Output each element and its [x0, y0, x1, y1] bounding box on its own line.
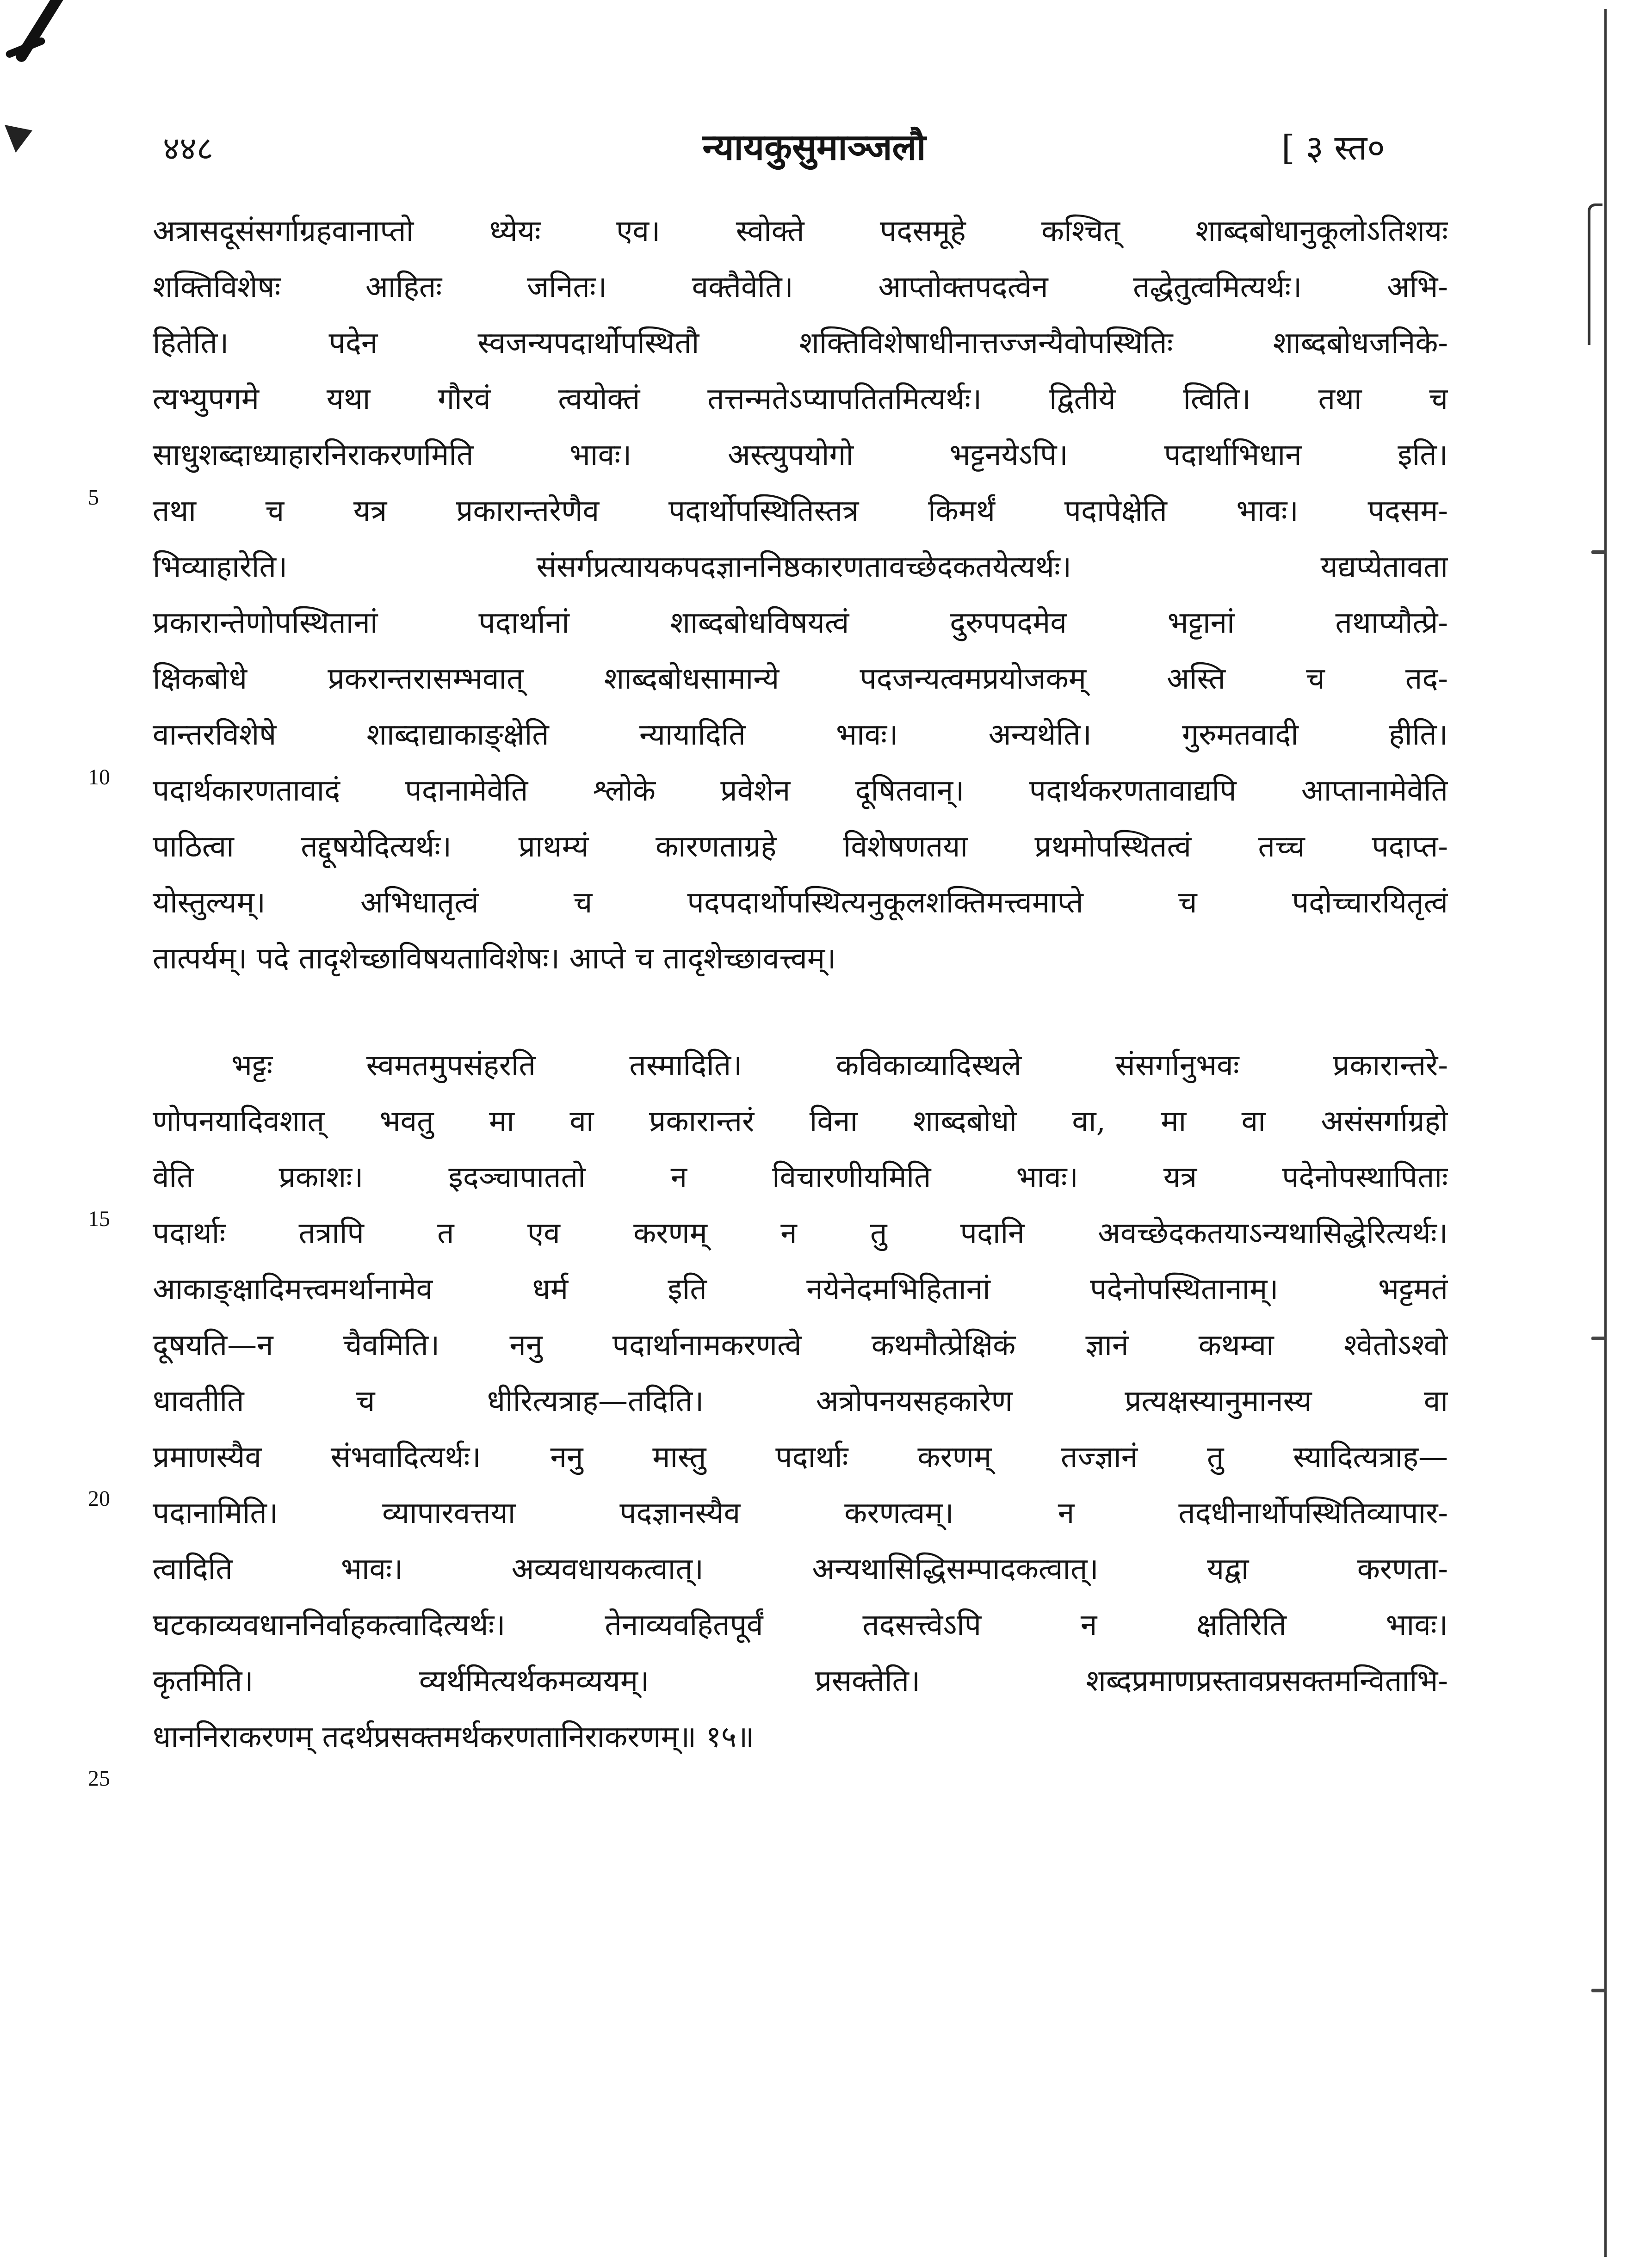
line-number: 25 — [88, 1766, 110, 1791]
line-number: 20 — [88, 1486, 110, 1511]
text-line: योस्तुल्यम्। अभिधातृत्वं च पदपदार्थोपस्थित्यनुकूलशक्तिमत्त्वमाप्ते च पदोच्चारयितृत्वं — [153, 886, 1448, 920]
running-header — [0, 121, 1627, 172]
text-line: घटकाव्यवधाननिर्वाहकत्वादित्यर्थः। तेनाव्यवहितपूर्वं तदसत्त्वेऽपि न क्षतिरिति भावः। — [153, 1608, 1448, 1642]
section-marker: [ ३ स्त० — [1281, 128, 1385, 168]
margin-bracket-mark — [1588, 203, 1602, 345]
text-line: धाननिराकरणम् तदर्थप्रसक्तमर्थकरणतानिराकरणम्॥ १५॥ — [153, 1720, 755, 1754]
text-line: पदार्थकारणतावादं पदानामेवेति श्लोके प्रवेशेन दूषितवान्। पदार्थकरणतावाद्यपि आप्तानामेवेति — [153, 774, 1448, 808]
text-line: प्रकारान्तेणोपस्थितानां पदार्थानां शाब्दबोधविषयत्वं दुरुपपदमेव भट्टानां तथाप्यौत्प्रे- — [153, 606, 1448, 640]
text-line: धावतीति च धीरित्यत्राह—तदिति। अत्रोपनयसहकारेण प्रत्यक्षस्यानुमानस्य वा — [153, 1384, 1448, 1418]
text-line: पाठित्वा तद्दूषयेदित्यर्थः। प्राथम्यं कारणताग्रहे विशेषणतया प्रथमोपस्थितत्वं तच्च पदाप्त- — [153, 830, 1448, 864]
scan-mark — [14, 0, 85, 64]
text-line: वेति प्रकाशः। इदञ्चापाततो न विचारणीयमिति भावः। यत्र पदेनोपस्थापिताः — [153, 1160, 1448, 1195]
text-line: त्यभ्युपगमे यथा गौरवं त्वयोक्तं तत्तन्मतेऽप्यापतितमित्यर्थः। द्वितीये त्विति। तथा च — [153, 382, 1448, 416]
text-line: कृतमिति। व्यर्थमित्यर्थकमव्ययम्। प्रसक्तेति। शब्दप्रमाणप्रस्तावप्रसक्तमन्विताभि- — [153, 1664, 1448, 1698]
running-title: न्यायकुसुमाञ्जलौ — [702, 126, 926, 168]
line-number: 15 — [88, 1207, 110, 1231]
text-line: अत्रासदूसंसर्गाग्रहवानाप्तो ध्येयः एव। स्वोक्ते पदसमूहे कश्चित् शाब्दबोधानुकूलोऽतिशयः — [153, 214, 1448, 248]
text-line: शक्तिविशेषः आहितः जनितः। वक्तैवेति। आप्तोक्तपदत्वेन तद्धेतुत्वमित्यर्थः। अभि- — [153, 270, 1448, 304]
text-line: पदार्थाः तत्रापि त एव करणम् न तु पदानि अवच्छेदकतयाऽन्यथासिद्धेरित्यर्थः। — [153, 1216, 1448, 1251]
text-line: त्वादिति भावः। अव्यवधायकत्वात्। अन्यथासिद्धिसम्पादकत्वात्। यद्वा करणता- — [153, 1552, 1448, 1586]
text-line: पदानामिति। व्यापारवत्तया पदज्ञानस्यैव करणत्वम्। न तदधीनार्थोपस्थितिव्यापार- — [153, 1496, 1448, 1530]
line-number: 10 — [88, 765, 110, 789]
text-line: भट्टः स्वमतमुपसंहरति तस्मादिति। कविकाव्यादिस्थले संसर्गानुभवः प्रकारान्तरे- — [231, 1048, 1448, 1083]
paragraph-gap — [153, 987, 1448, 1038]
text-line: वान्तरविशेषे शाब्दाद्याकाङ्क्षेति न्यायादिति भावः। अन्यथेति। गुरुमतवादी हीति। — [153, 718, 1448, 752]
text-line: साधुशब्दाध्याहारनिराकरणमिति भावः। अस्त्युपयोगो भट्टनयेऽपि। पदार्थाभिधान इति। — [153, 438, 1448, 472]
text-line: तात्पर्यम्। पदे तादृशेच्छाविषयताविशेषः। आप्ते च तादृशेच्छावत्त्वम्। — [153, 942, 836, 976]
text-line: प्रमाणस्यैव संभवादित्यर्थः। ननु मास्तु पदार्थाः करणम् तज्ज्ञानं तु स्यादित्यत्राह— — [153, 1440, 1448, 1474]
text-line: क्षिकबोधे प्रकरान्तरासम्भवात् शाब्दबोधसामान्ये पदजन्यत्वमप्रयोजकम् अस्ति च तद- — [153, 662, 1448, 696]
line-number: 5 — [88, 485, 99, 510]
edge-mark — [1591, 1337, 1606, 1340]
text-line: हितेति। पदेन स्वजन्यपदार्थोपस्थितौ शक्तिविशेषाधीनात्तज्जन्यैवोपस्थितिः शाब्दबोधजनिके- — [153, 326, 1448, 360]
page-number: ४४८ — [163, 129, 214, 167]
text-line: तथा च यत्र प्रकारान्तरेणैव पदार्थोपस्थितिस्तत्र किमर्थं पदापेक्षेति भावः। पदसम- — [153, 494, 1448, 528]
text-line: आकाङ्क्षादिमत्त्वमर्थानामेव धर्म इति नयेनेदमभिहितानां पदेनोपस्थितानाम्। भट्टमतं — [153, 1272, 1448, 1307]
text-line: णोपनयादिवशात् भवतु मा वा प्रकारान्तरं विना शाब्दबोधो वा, मा वा असंसर्गाग्रहो — [153, 1104, 1448, 1139]
page-edge-line — [1604, 9, 1607, 2257]
edge-mark — [1591, 550, 1606, 554]
text-line: भिव्याहारेति। संसर्गप्रत्यायकपदज्ञाननिष्ठकारणतावच्छेदकतयेत्यर्थः। यद्यप्येतावता — [153, 550, 1448, 584]
edge-mark — [1591, 1989, 1606, 1992]
text-line: दूषयति—न चैवमिति। ननु पदार्थानामकरणत्वे कथमौत्प्रेक्षिकं ज्ञानं कथम्वा श्वेतोऽश्वो — [153, 1328, 1448, 1362]
commentary-text — [153, 203, 1448, 1765]
